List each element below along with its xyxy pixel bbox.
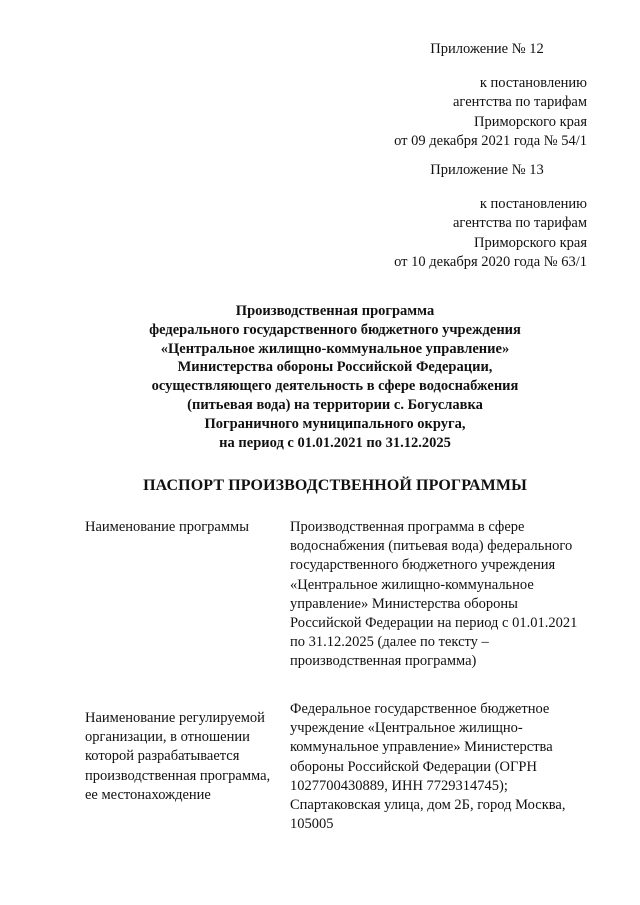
row-value [290,700,590,834]
program-title-line: осуществляющего деятельность в сфере водоснабжения [151,378,519,395]
row-value-line: учреждение «Центральное жилищно- [290,720,523,737]
row-value-line: государственного бюджетного учреждения [290,557,556,574]
appendix-12-line: от 09 декабря 2021 года № 54/1 [394,133,587,149]
appendix-13-line: агентства по тарифам [453,215,587,231]
appendix-12-title: Приложение № 12 [430,41,544,57]
program-title-line: федерального государственного бюджетного учреждения [149,321,521,338]
row-label [85,709,285,805]
row-label-line: которой разрабатывается [85,748,240,765]
appendix-12-line: к постановлению [479,74,587,91]
appendix-13-line: от 10 декабря 2020 года № 63/1 [394,254,587,270]
row-label-line: ее местонахождение [85,786,211,803]
row-value-line: по 31.12.2025 (далее по тексту – [290,634,489,651]
row-value-line: управление» Министерства обороны [290,595,518,612]
program-title-line: (питьевая вода) на территории с. Богуславка [187,396,483,413]
appendix-13-line: к постановлению [479,195,587,212]
row-value-line: Производственная программа в сфере [290,519,525,535]
row-value-line: 105005 [290,816,334,833]
appendix-12-block [327,40,587,152]
passport-heading: ПАСПОРТ ПРОИЗВОДСТВЕННОЙ ПРОГРАММЫ [143,477,527,494]
row-value-line: обороны Российской Федерации (ОГРН [290,758,537,775]
row-label-line: организации, в отношении [85,729,250,746]
row-value [290,518,590,672]
row-value-line: 1027700430889, ИНН 7729314745); [290,777,508,794]
row-value-line: Федеральное государственное бюджетное [290,701,550,717]
program-title-line: Пограничного муниципального округа, [204,415,466,432]
program-title-line: на период с 01.01.2021 по 31.12.2025 [219,434,451,451]
appendix-13-title: Приложение № 13 [430,162,544,178]
appendix-12-line: агентства по тарифам [453,94,587,110]
row-value-line: водоснабжения (питьевая вода) федерального [290,538,573,555]
row-value-line: Российской Федерации на период с 01.01.2021 [290,615,578,632]
appendix-13-line: Приморского края [473,234,587,251]
row-value-line: «Центральное жилищно-коммунальное [290,576,534,593]
row-value-line: коммунальное управление» Министерства [290,739,553,756]
program-title-line: Министерства обороны Российской Федерации, [177,359,493,376]
row-label-line: Наименование регулируемой [85,710,265,726]
row-value-line: производственная программа) [290,653,477,670]
row-value-line: Спартаковская улица, дом 2Б, город Москва, [290,797,566,814]
row-label-line: производственная программа, [85,767,271,784]
program-title-line: Производственная программа [235,303,435,319]
program-title [90,302,580,452]
row-label-line: Наименование программы [85,519,249,535]
appendix-13-block [327,161,587,273]
appendix-12-line: Приморского края [473,113,587,130]
program-title-line: «Центральное жилищно-коммунальное управление» [160,340,510,357]
row-label [85,518,285,537]
